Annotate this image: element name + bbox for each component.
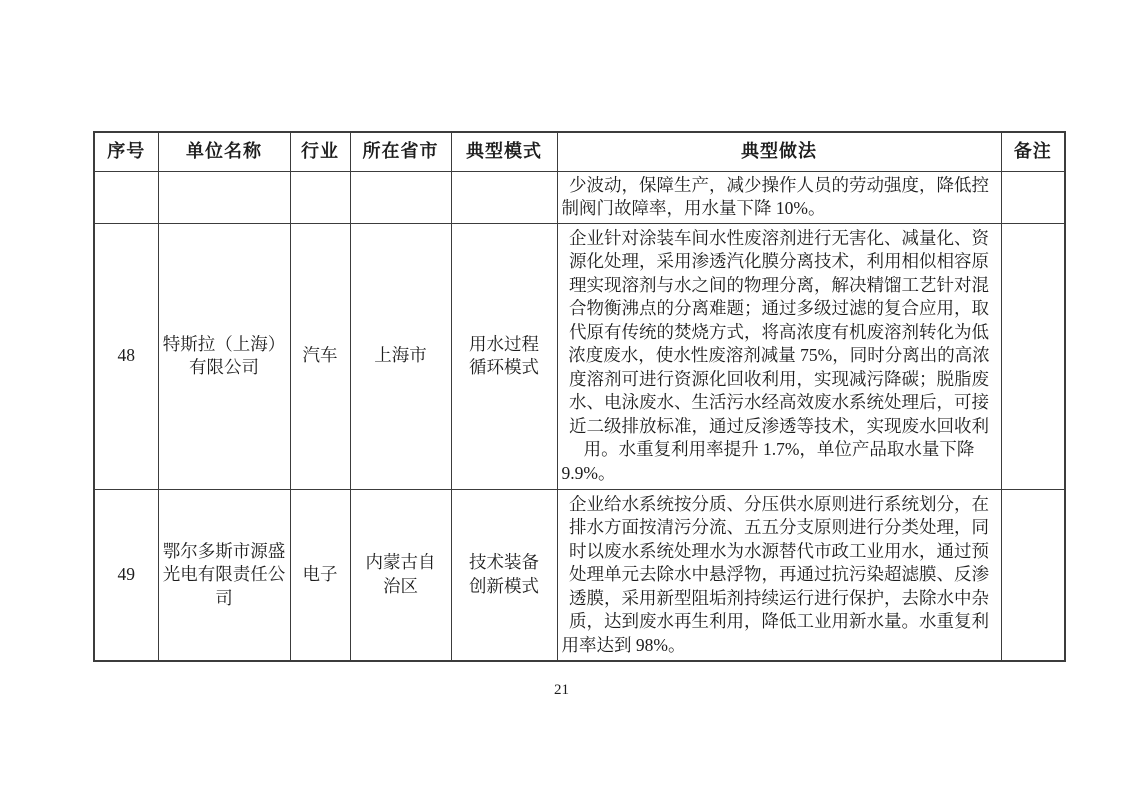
cell-practice: 企业给水系统按分质、分压供水原则进行系统划分，在排水方面按清污分流、五五分支原则进行分类处理，同时以废水系统处理水为水源替代市政工业用水，通过预处理单元去除水中悬浮物，再通过抗污染超滤膜、反渗透膜，采用新型阻垢剂持续运行进行保护，去除水中杂质，达到废水再生利用，降低工业用新水量。水重复利用率达到 98%。 [557, 489, 1001, 661]
mode-name: 用水过程循环模式 [469, 333, 539, 377]
table-row-49 [94, 489, 1065, 661]
cell-name [158, 489, 290, 661]
cell-province [350, 171, 451, 223]
header-name: 单位名称 [158, 132, 290, 171]
header-remark: 备注 [1001, 132, 1065, 171]
header-industry: 行业 [290, 132, 350, 171]
province-name: 内蒙古自治区 [365, 552, 436, 596]
province-name: 上海市 [374, 345, 427, 366]
cell-province [350, 223, 451, 489]
cell-industry: 汽车 [290, 223, 350, 489]
typical-cases-table [93, 131, 1066, 662]
table-header-row [94, 132, 1065, 171]
cell-mode [451, 489, 557, 661]
header-province: 所在省市 [350, 132, 451, 171]
cell-name [158, 171, 290, 223]
cell-seq [94, 171, 158, 223]
cell-remark [1001, 171, 1065, 223]
cell-practice: 少波动，保障生产，减少操作人员的劳动强度，降低控制阀门故障率，用水量下降 10%。 [557, 171, 1001, 223]
header-mode: 典型模式 [451, 132, 557, 171]
table-row-48 [94, 223, 1065, 489]
cell-industry: 电子 [290, 489, 350, 661]
cell-mode [451, 223, 557, 489]
page-number: 21 [554, 682, 569, 698]
cell-seq: 49 [94, 489, 158, 661]
company-name: 特斯拉（上海）有限公司 [162, 333, 286, 377]
header-seq: 序号 [94, 132, 158, 171]
cell-province [350, 489, 451, 661]
cell-mode [451, 171, 557, 223]
table-container [93, 131, 1066, 662]
company-name: 鄂尔多斯市源盛光电有限责任公司 [162, 540, 286, 608]
cell-seq: 48 [94, 223, 158, 489]
table-row-continuation [94, 171, 1065, 223]
header-practice: 典型做法 [557, 132, 1001, 171]
cell-remark [1001, 489, 1065, 661]
cell-industry [290, 171, 350, 223]
cell-name [158, 223, 290, 489]
cell-practice: 企业针对涂装车间水性废溶剂进行无害化、减量化、资源化处理，采用渗透汽化膜分离技术，利用相似相容原理实现溶剂与水之间的物理分离，解决精馏工艺针对混合物衡沸点的分离难题；通过多级过滤的复合应用，取代原有传统的焚烧方式，将高浓度有机废溶剂转化为低浓度废水，使水性废溶剂减量 75%，同时分离出的高浓度溶剂可进行资源化回收利用，实现减污降碳；脱脂废水、电泳废水、生活污水经高效废水系统处理后，可接近二级排放标准，通过反渗透等技术，实现废水回收利用。水重复利用率提升 1.7%，单位产品取水量下降 9.9%。 [557, 223, 1001, 489]
mode-name: 技术装备创新模式 [469, 552, 539, 596]
cell-remark [1001, 223, 1065, 489]
